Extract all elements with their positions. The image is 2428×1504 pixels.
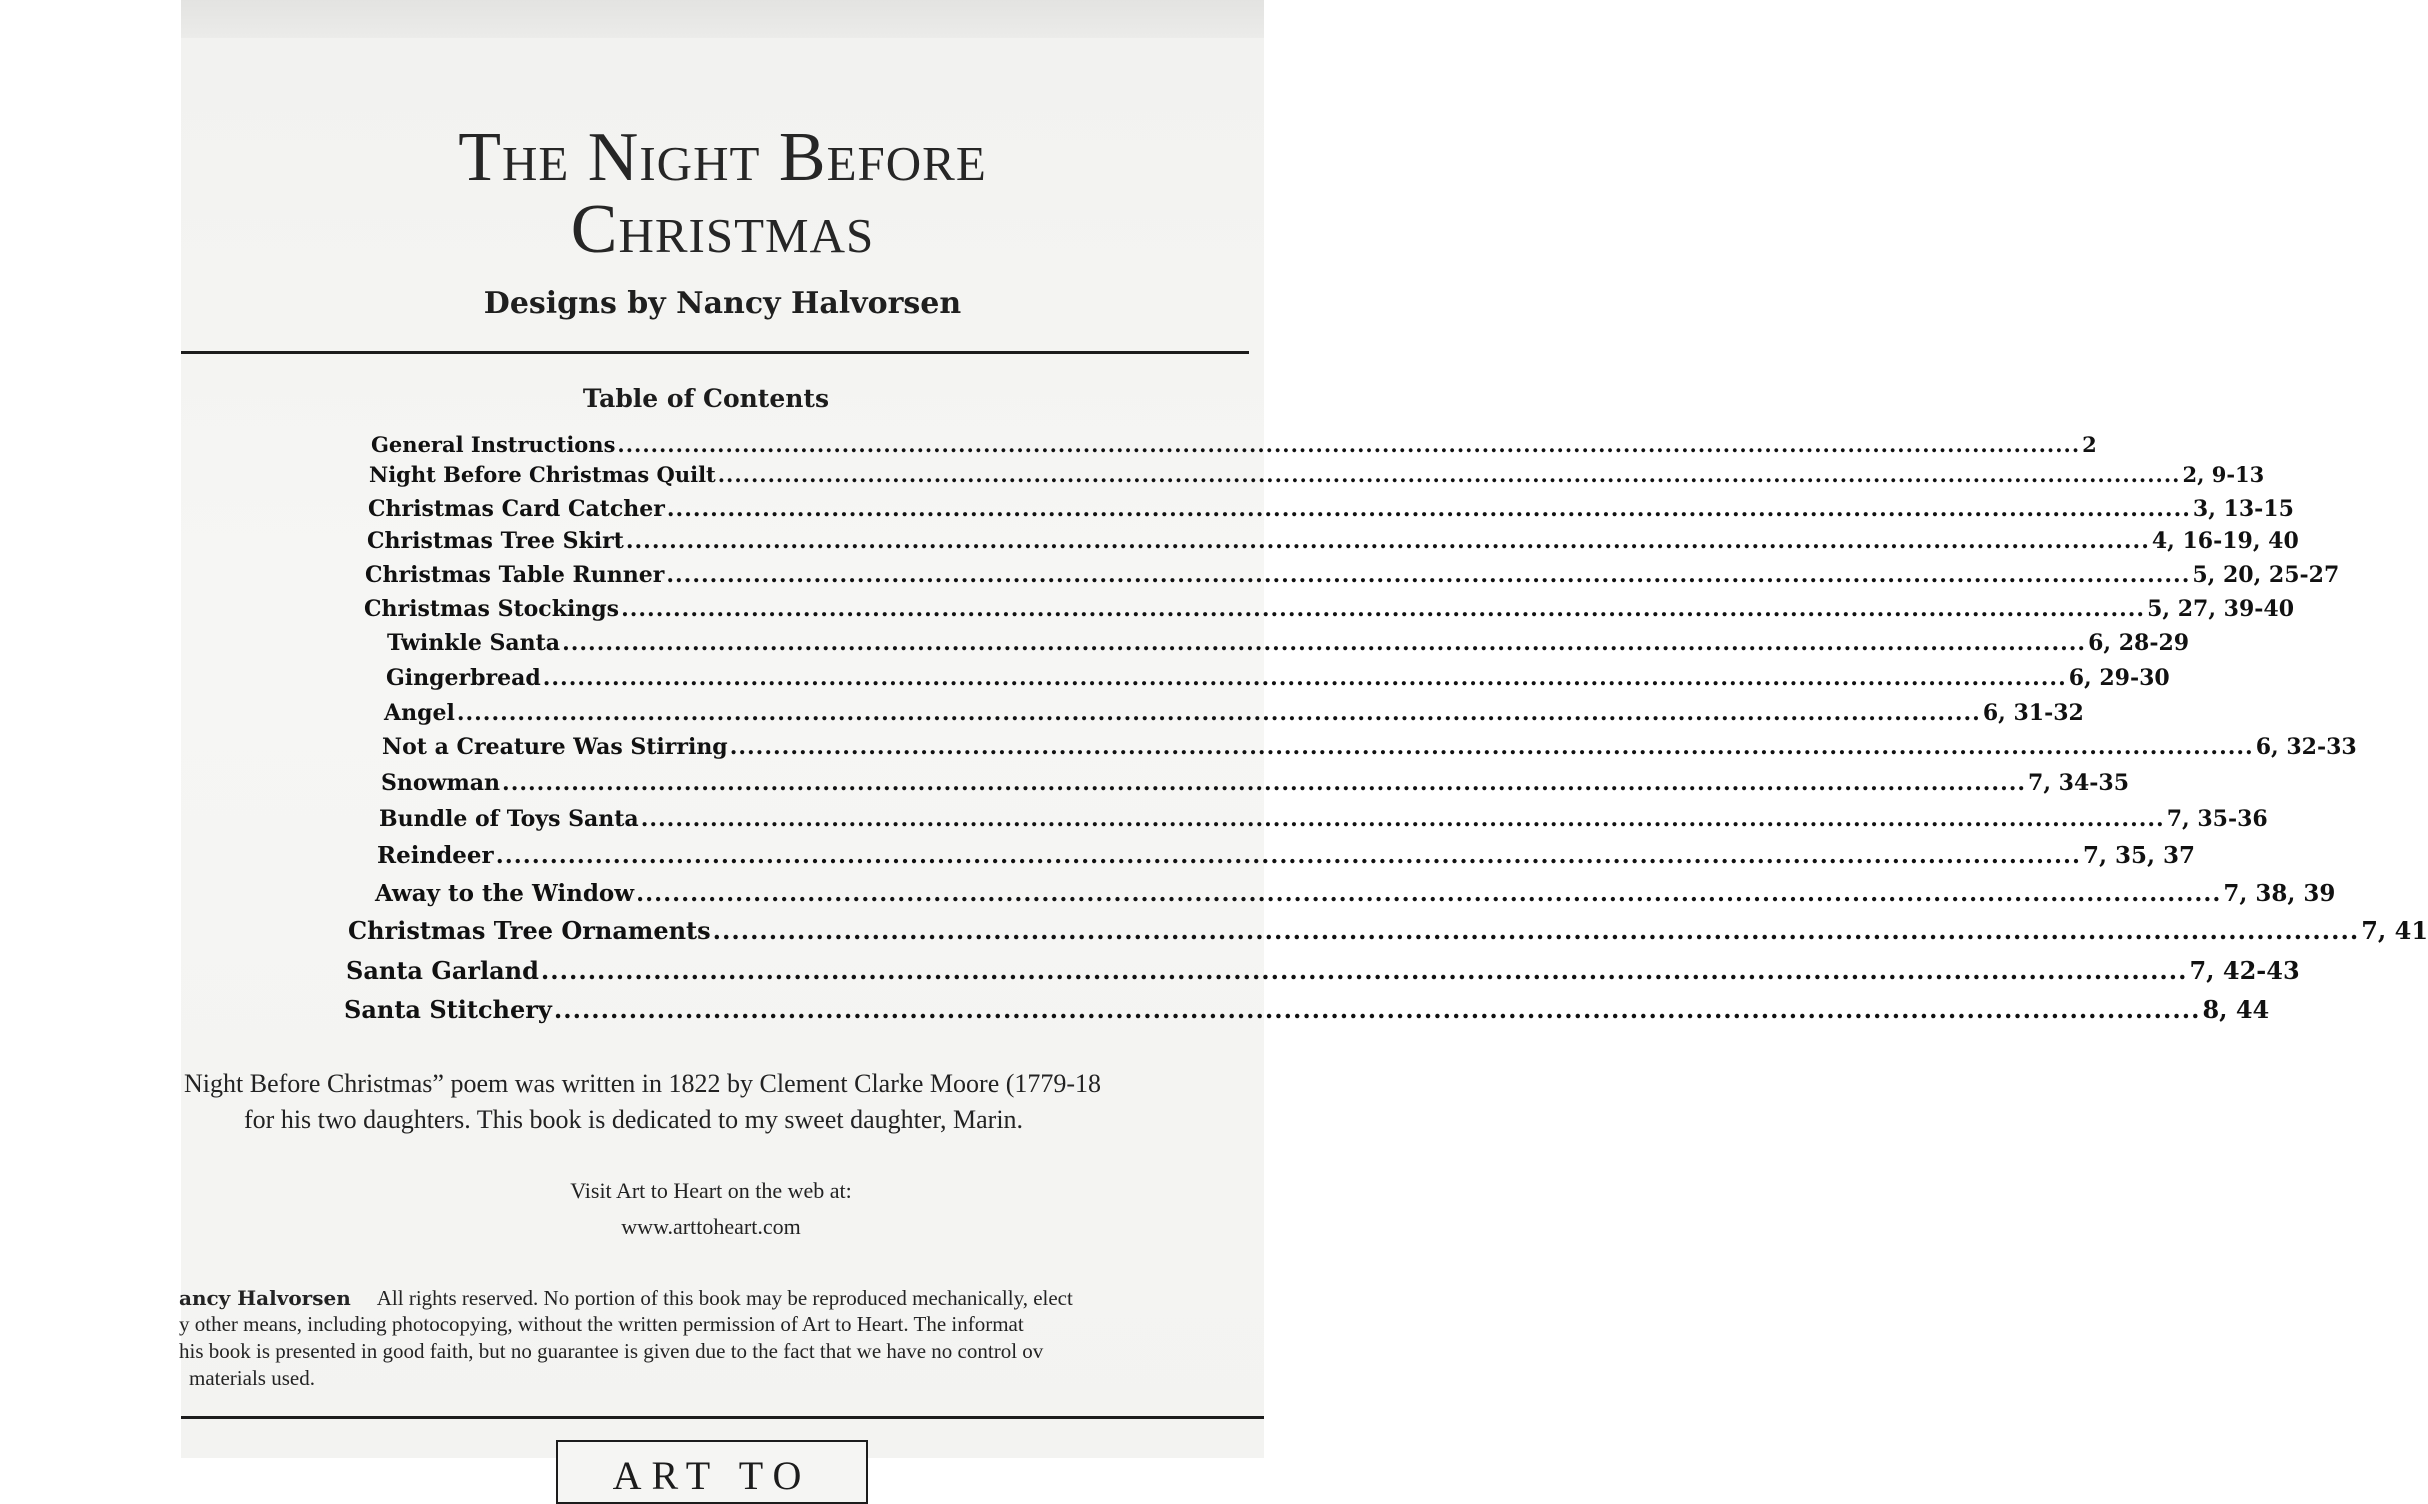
toc-dot-leader xyxy=(718,462,2181,487)
toc-dot-leader xyxy=(562,630,2086,656)
toc-dot-leader xyxy=(543,665,2067,691)
footer-rule xyxy=(181,1416,1264,1419)
toc-entry-pages: 7, 35, 37 xyxy=(2082,842,2196,869)
toc-entry-title: Christmas Card Catcher xyxy=(368,496,665,522)
toc-entry-title: Not a Creature Was Stirring xyxy=(382,734,728,760)
copyright-line-4: materials used. xyxy=(189,1366,315,1390)
website-intro: Visit Art to Heart on the web at: xyxy=(570,1178,852,1203)
dedication-line-1: Night Before Christmas” poem was written in 1822 by Clement Clarke Moore (1779-18 xyxy=(184,1069,1102,1098)
toc-entry-title: Christmas Tree Ornaments xyxy=(348,916,711,945)
toc-entry-pages: 7, 34-35 xyxy=(2028,770,2130,796)
title-text-2: Christmas xyxy=(570,191,875,268)
copyright-notice xyxy=(181,1278,1264,1388)
toc-row xyxy=(377,842,2196,869)
toc-dot-leader xyxy=(730,734,2254,760)
toc-entry-title: Angel xyxy=(384,700,455,726)
toc-dot-leader xyxy=(641,806,2165,832)
toc-row xyxy=(375,880,2336,907)
toc-dot-leader xyxy=(636,880,2221,907)
title-text-1: The Night Before xyxy=(458,119,987,196)
toc-dot-leader xyxy=(502,770,2026,796)
toc-entry-pages: 2 xyxy=(2082,432,2097,457)
toc-entry-pages: 7, 38, 39 xyxy=(2223,880,2336,907)
toc-row xyxy=(386,665,2170,691)
toc-entry-title: Night Before Christmas Quilt xyxy=(369,462,716,487)
toc-row xyxy=(379,806,2268,832)
toc-row xyxy=(369,462,2265,487)
toc-entry-pages: 7, 35-36 xyxy=(2166,806,2268,832)
toc-entry-title: Christmas Tree Skirt xyxy=(367,528,624,554)
toc-dot-leader xyxy=(621,596,2145,622)
document-page xyxy=(179,38,2428,1498)
toc-entry-title: Christmas Stockings xyxy=(364,596,620,622)
toc-entry-title: Bundle of Toys Santa xyxy=(379,806,639,832)
toc-row xyxy=(381,770,2130,796)
page-edge-shadow xyxy=(181,0,1264,40)
toc-entry-pages: 3, 13-15 xyxy=(2192,496,2294,522)
toc-entry-title: Away to the Window xyxy=(375,880,635,907)
toc-dot-leader xyxy=(667,496,2191,522)
toc-row xyxy=(387,630,2190,656)
subtitle: Designs by Nancy Halvorsen xyxy=(483,286,962,321)
toc-row xyxy=(365,562,2340,588)
toc-dot-leader xyxy=(666,562,2190,588)
website-url: www.arttoheart.com xyxy=(621,1214,801,1239)
toc-entry-title: Twinkle Santa xyxy=(387,630,561,656)
publisher-logo xyxy=(556,1440,868,1504)
toc-row xyxy=(367,528,2299,554)
toc-entry-pages: 6, 29-30 xyxy=(2068,665,2170,691)
toc-row xyxy=(371,432,2097,457)
toc-dot-leader xyxy=(496,842,2081,869)
toc-dot-leader xyxy=(713,916,2360,945)
toc-row xyxy=(364,596,2294,622)
copyright-line-2: y other means, including photocopying, without the written permission of Art to Heart. The informat xyxy=(179,1312,1024,1336)
toc-entry-title: Santa Stitchery xyxy=(344,995,552,1024)
toc-dot-leader xyxy=(541,956,2188,985)
toc-entry-title: Snowman xyxy=(381,770,501,796)
toc-entry-title: General Instructions xyxy=(371,432,616,457)
dedication-line-2: for his two daughters. This book is dedicated to my sweet daughter, Marin. xyxy=(244,1105,1024,1134)
toc-entry-title: Reindeer xyxy=(377,842,494,869)
toc-row xyxy=(346,956,2300,985)
toc-dot-leader xyxy=(457,700,1981,726)
toc-entry-pages: 7, 41 xyxy=(2361,916,2428,945)
toc-entry-pages: 4, 16-19, 40 xyxy=(2151,528,2299,554)
toc-entry-pages: 5, 27, 39-40 xyxy=(2147,596,2294,622)
toc-entry-pages: 5, 20, 25-27 xyxy=(2192,562,2340,588)
toc-entry-pages: 8, 44 xyxy=(2202,995,2270,1024)
copyright-owner: ancy Halvorsen xyxy=(179,1286,351,1310)
toc-row xyxy=(368,496,2294,522)
toc-list xyxy=(181,38,2428,1038)
toc-entry-title: Gingerbread xyxy=(386,665,541,691)
toc-row xyxy=(382,734,2357,760)
toc-dot-leader xyxy=(626,528,2150,554)
toc-entry-pages: 6, 28-29 xyxy=(2088,630,2190,656)
toc-dot-leader xyxy=(554,995,2201,1024)
copyright-line-3: his book is presented in good faith, but no guarantee is given due to the fact that we have no control ov xyxy=(179,1339,1044,1363)
toc-heading: Table of Contents xyxy=(582,384,830,413)
toc-entry-title: Santa Garland xyxy=(346,956,539,985)
toc-entry-pages: 2, 9-13 xyxy=(2182,462,2265,487)
toc-row xyxy=(344,995,2270,1024)
copyright-line-1 xyxy=(179,1284,1073,1312)
toc-entry-pages: 7, 42-43 xyxy=(2189,956,2300,985)
toc-row xyxy=(348,916,2428,945)
toc-entry-pages: 6, 32-33 xyxy=(2255,734,2357,760)
publisher-logo-text: ART TO xyxy=(612,1453,812,1498)
toc-row xyxy=(384,700,2084,726)
toc-entry-pages: 6, 31-32 xyxy=(1982,700,2084,726)
copyright-text-1: All rights reserved. No portion of this book may be reproduced mechanically, elect xyxy=(376,1286,1073,1310)
toc-entry-title: Christmas Table Runner xyxy=(365,562,665,588)
toc-dot-leader xyxy=(617,432,2080,457)
